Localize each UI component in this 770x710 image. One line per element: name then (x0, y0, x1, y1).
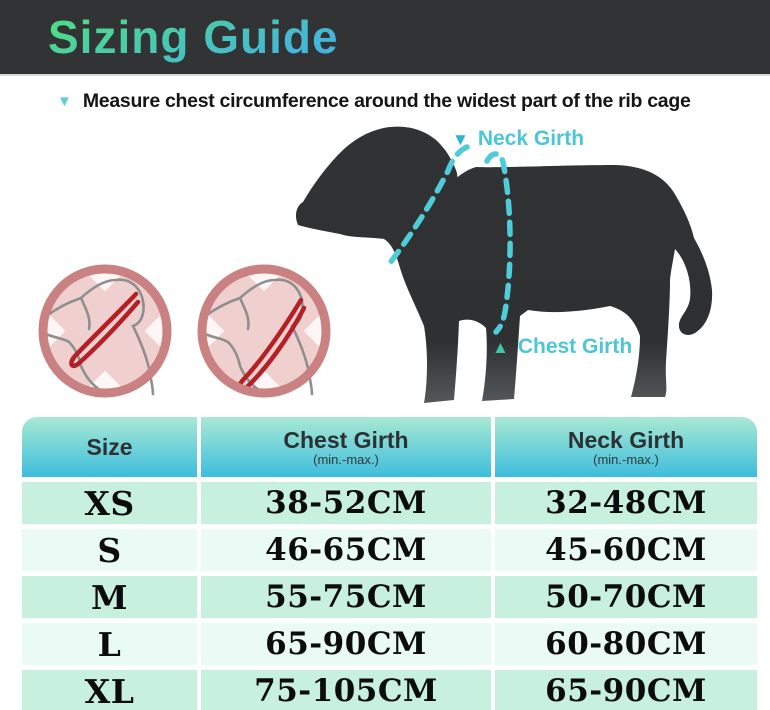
chest-girth-cell-xs: 38-52CM (201, 482, 491, 524)
column-header-chest-girth (201, 417, 491, 477)
column-header-neck-girth (495, 417, 757, 477)
header-bar (0, 0, 770, 76)
size-cell-m: M (22, 576, 197, 618)
neck-girth-label-text: Neck Girth (477, 127, 585, 150)
size-cell-xl: XL (22, 670, 197, 710)
chest-girth-cell-m: 55-75CM (201, 576, 491, 618)
column-header-size (22, 417, 197, 477)
wrong-measurement-circles (30, 259, 340, 405)
neck-girth-cell-m: 50-70CM (495, 576, 757, 618)
down-triangle-icon: ▼ (57, 93, 72, 110)
down-triangle-icon: ▼ (452, 129, 469, 149)
neck-girth-cell-xs: 32-48CM (495, 482, 757, 524)
neck-girth-cell-xl: 65-90CM (495, 670, 757, 710)
chest-girth-cell-l: 65-90CM (201, 623, 491, 665)
up-triangle-icon: ▲ (492, 337, 509, 357)
column-header-sublabel: (min.-max.) (593, 451, 659, 467)
column-header-label: Chest Girth (283, 426, 409, 453)
size-table (22, 417, 757, 710)
neck-girth-label (452, 127, 584, 151)
chest-girth-label (492, 335, 632, 359)
dog-silhouette-graphic (285, 123, 770, 415)
chest-girth-cell-xl: 75-105CM (201, 670, 491, 710)
page-title: Sizing Guide (48, 11, 339, 63)
wrong-measurement-circle-2 (177, 259, 340, 405)
size-cell-xs: XS (22, 482, 197, 524)
column-header-sublabel: (min.-max.) (313, 451, 379, 467)
measurement-diagram (0, 115, 770, 415)
chest-girth-cell-s: 46-65CM (201, 529, 491, 571)
column-header-label: Neck Girth (567, 426, 685, 453)
neck-girth-cell-l: 60-80CM (495, 623, 757, 665)
column-header-label: Size (86, 434, 133, 460)
instruction-text: Measure chest circumference around the widest part of the rib cage (82, 90, 691, 112)
size-cell-s: S (22, 529, 197, 571)
wrong-measurement-circle-1 (30, 259, 192, 405)
neck-girth-cell-s: 45-60CM (495, 529, 757, 571)
chest-girth-label-text: Chest Girth (517, 335, 633, 358)
instruction-row (57, 90, 691, 113)
size-cell-l: L (22, 623, 197, 665)
